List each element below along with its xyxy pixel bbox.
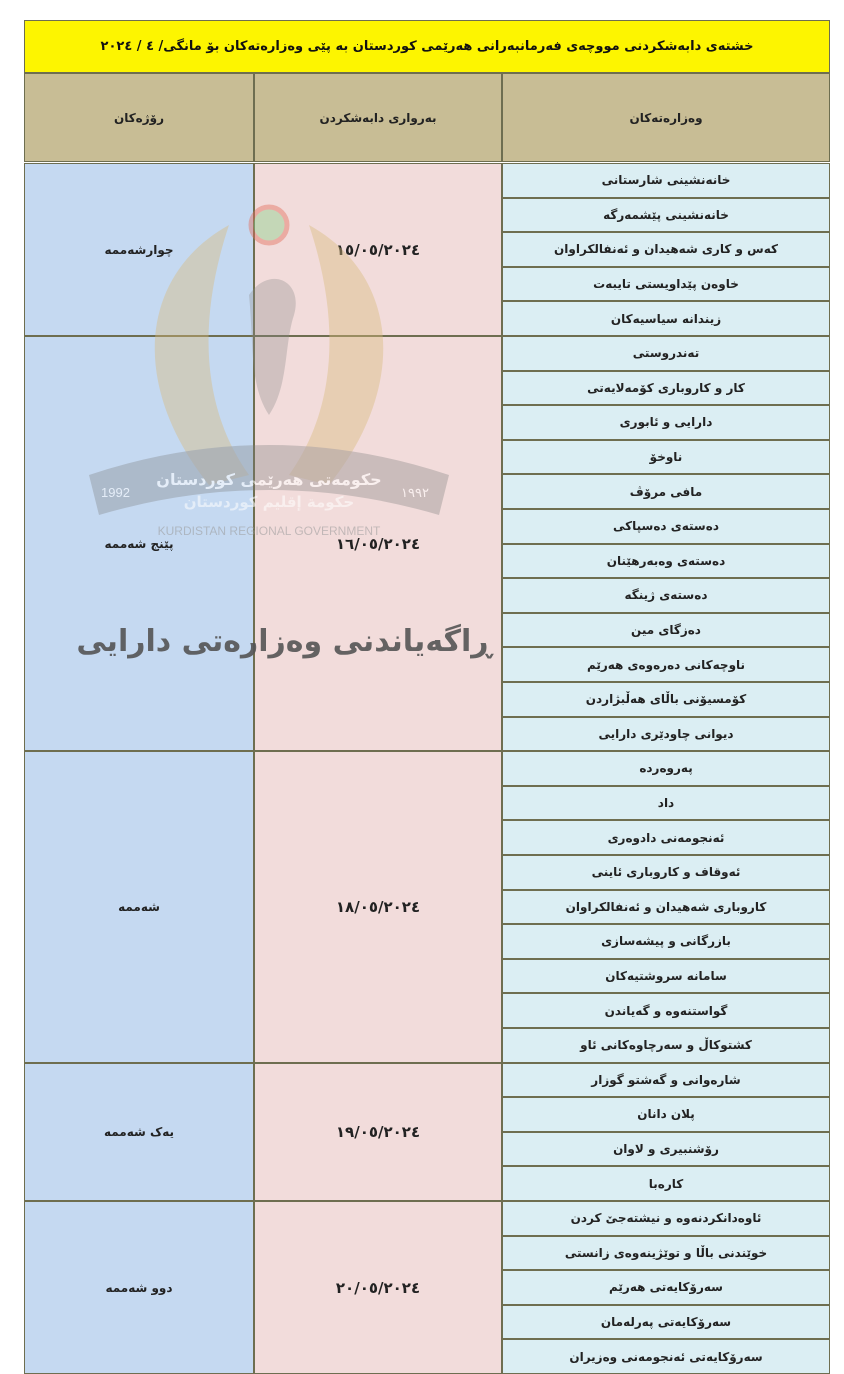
- ministry-row: مافی مرۆڤ: [502, 474, 830, 509]
- ministry-row: کاروباری شەهیدان و ئەنفالکراوان: [502, 890, 830, 925]
- ministry-row: ئەوقاف و کاروباری ئاینی: [502, 855, 830, 890]
- day-cell: شەممە: [24, 751, 254, 1062]
- distribution-sheet: [24, 20, 830, 1364]
- ministry-row: کارەبا: [502, 1166, 830, 1201]
- day-cell: دوو شەممە: [24, 1201, 254, 1374]
- ministry-row: ئاوەدانکردنەوە و نیشتەجێ کردن: [502, 1201, 830, 1236]
- ministry-row: خانەنشینی شارستانی: [502, 163, 830, 198]
- ministry-row: سەرۆکایەتی پەرلەمان: [502, 1305, 830, 1340]
- emblem-line1: حکومەتی هەرێمی کوردستان: [156, 470, 382, 489]
- day-cell: چوارشەممە: [24, 163, 254, 336]
- day-cell: یەک شەممە: [24, 1063, 254, 1201]
- ministry-row: پەروەردە: [502, 751, 830, 786]
- ministry-row: دەزگای مین: [502, 613, 830, 648]
- ministry-row: کەس و کاری شەهیدان و ئەنفالکراوان: [502, 232, 830, 267]
- date-cell: ٢٠/٠٥/٢٠٢٤: [254, 1201, 502, 1374]
- header-ministries: وەزارەتەکان: [502, 73, 830, 162]
- ministry-row: ئەنجومەنی دادوەری: [502, 820, 830, 855]
- ministry-row: سامانە سروشتیەکان: [502, 959, 830, 994]
- header-date: بەرواری دابەشکردن: [254, 73, 502, 162]
- ministry-row: رۆشنبیری و لاوان: [502, 1132, 830, 1167]
- ministry-media-overlay: ڕاگەیاندنی وەزارەتی دارایی: [76, 624, 492, 659]
- ministry-row: گواستنەوە و گەیاندن: [502, 993, 830, 1028]
- emblem-year-right: ١٩٩٢: [401, 485, 429, 500]
- ministry-row: بازرگانی و پیشەسازی: [502, 924, 830, 959]
- ministry-row: کشتوکاڵ و سەرچاوەکانی ئاو: [502, 1028, 830, 1063]
- date-cell: ١٨/٠٥/٢٠٢٤: [254, 751, 502, 1062]
- header-days: رۆژەکان: [24, 73, 254, 162]
- date-cell: ١٦/٠٥/٢٠٢٤: [254, 336, 502, 751]
- ministry-row: شارەوانی و گەشتو گوزار: [502, 1063, 830, 1098]
- ministry-row: پلان دانان: [502, 1097, 830, 1132]
- day-cell: پێنج شەممە: [24, 336, 254, 751]
- ministry-row: خانەنشینی پێشمەرگە: [502, 198, 830, 233]
- date-cell: ١٥/٠٥/٢٠٢٤: [254, 163, 502, 336]
- ministry-row: دەستەی دەسپاکی: [502, 509, 830, 544]
- ministry-row: سەرۆکایەتی ئەنجومەنی وەزیران: [502, 1339, 830, 1374]
- ministry-row: کۆمسیۆنی باڵای هەڵبژاردن: [502, 682, 830, 717]
- ministry-row: ناوچەکانی دەرەوەی هەرێم: [502, 647, 830, 682]
- ministry-row: خوێندنی باڵا و توێژینەوەی زانستی: [502, 1236, 830, 1271]
- ministry-row: خاوەن پێداویستی تایبەت: [502, 267, 830, 302]
- ministry-row: تەندروستی: [502, 336, 830, 371]
- ministry-row: سەرۆکایەتی هەرێم: [502, 1270, 830, 1305]
- date-cell: ١٩/٠٥/٢٠٢٤: [254, 1063, 502, 1201]
- ministry-row: دەستەی ژینگە: [502, 578, 830, 613]
- table-title: خشتەی دابەشکردنی مووچەی فەرمانبەرانی هەرێمی کوردستان بە پێی وەزارەتەکان بۆ مانگی/ ٤ / ٢٠٢٤: [24, 20, 830, 73]
- emblem-line2: حكومة إقليم كوردستان: [183, 493, 355, 511]
- emblem-year-left: 1992: [101, 485, 130, 500]
- ministry-row: دەستەی وەبەرهێنان: [502, 544, 830, 579]
- emblem-line3: KURDISTAN REGIONAL GOVERNMENT: [157, 524, 381, 538]
- ministry-row: ناوخۆ: [502, 440, 830, 475]
- ministry-row: دارایی و ئابوری: [502, 405, 830, 440]
- ministry-row: کار و کاروباری کۆمەلایەتی: [502, 371, 830, 406]
- ministry-row: زیندانە سیاسیەکان: [502, 301, 830, 336]
- ministry-row: داد: [502, 786, 830, 821]
- ministry-row: دیوانی چاودێری دارایی: [502, 717, 830, 752]
